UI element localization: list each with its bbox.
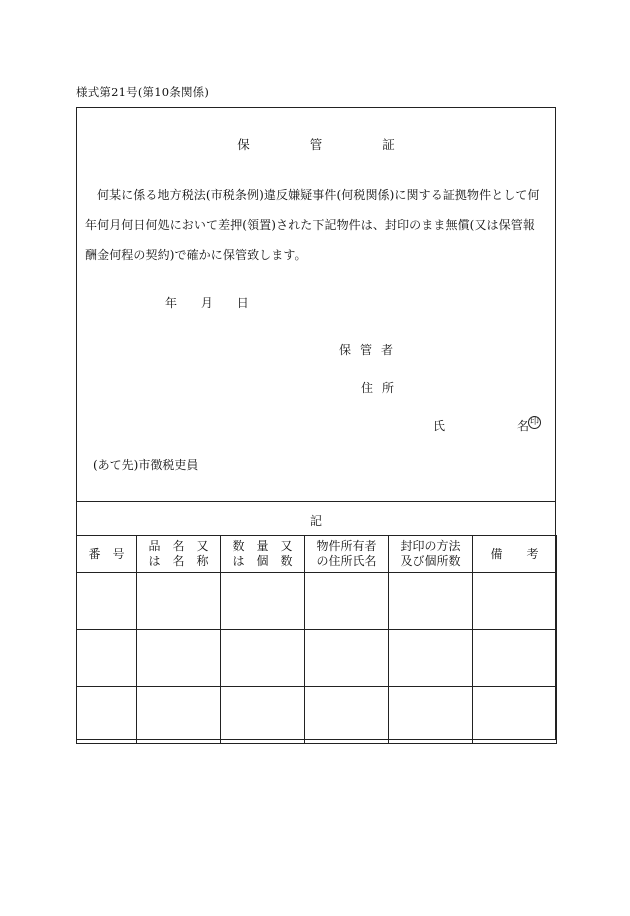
table-cell[interactable] [77,573,137,630]
date-line [165,294,269,311]
table-cell[interactable] [137,687,221,744]
header-quantity: 数 量 又 は 個 数 [221,536,305,573]
certificate-frame [76,107,556,740]
date-year: 年 [165,296,178,310]
header-owner: 物件所有者 の住所氏名 [305,536,389,573]
table-cell[interactable] [473,630,557,687]
table-cell[interactable] [221,630,305,687]
table-cell[interactable] [305,687,389,744]
header-remarks: 備 考 [473,536,557,573]
date-day: 日 [236,296,249,310]
table-cell[interactable] [77,687,137,744]
table-cell[interactable] [137,630,221,687]
title-char: 管 [309,137,323,152]
certificate-body-text: 何某に係る地方税法(市税条例)違反嫌疑事件(何税関係)に関する証拠物件として何年何月何日何処において差押(領置)された下記物件は、封印のまま無償(又は保管報酬金何程の契約)で確かに保管致します。 [85,188,540,262]
table-cell[interactable] [473,687,557,744]
name-label-shi: 氏 [433,419,446,433]
header-number: 番 号 [77,536,137,573]
table-cell[interactable] [389,687,473,744]
seal-mark: 印 [529,417,539,427]
address-label: 住所 [361,381,404,395]
title-char: 保 [237,137,250,152]
table-row [77,573,557,630]
table-cell[interactable] [77,630,137,687]
form-number: 様式第21号(第10条関係) [76,85,210,99]
header-item-name: 品 名 又 は 名 称 [137,536,221,573]
title-char: 証 [382,137,395,152]
keeper-label: 保管者 [339,343,403,357]
table-cell[interactable] [389,573,473,630]
date-month: 月 [200,296,213,310]
document-title [77,135,555,153]
table-cell[interactable] [305,573,389,630]
name-label-mei: 名 [517,419,530,433]
header-seal-method: 封印の方法 及び個所数 [389,536,473,573]
table-row [77,687,557,744]
table-cell[interactable] [473,573,557,630]
table-cell[interactable] [221,687,305,744]
items-table [76,535,557,744]
table-cell[interactable] [389,630,473,687]
table-cell[interactable] [137,573,221,630]
table-row [77,630,557,687]
table-cell[interactable] [305,630,389,687]
addressee: (あて先)市徴税吏員 [93,458,199,472]
ki-heading: 記 [309,514,322,528]
section-divider [77,501,555,502]
table-header-row [77,536,557,573]
table-cell[interactable] [221,573,305,630]
